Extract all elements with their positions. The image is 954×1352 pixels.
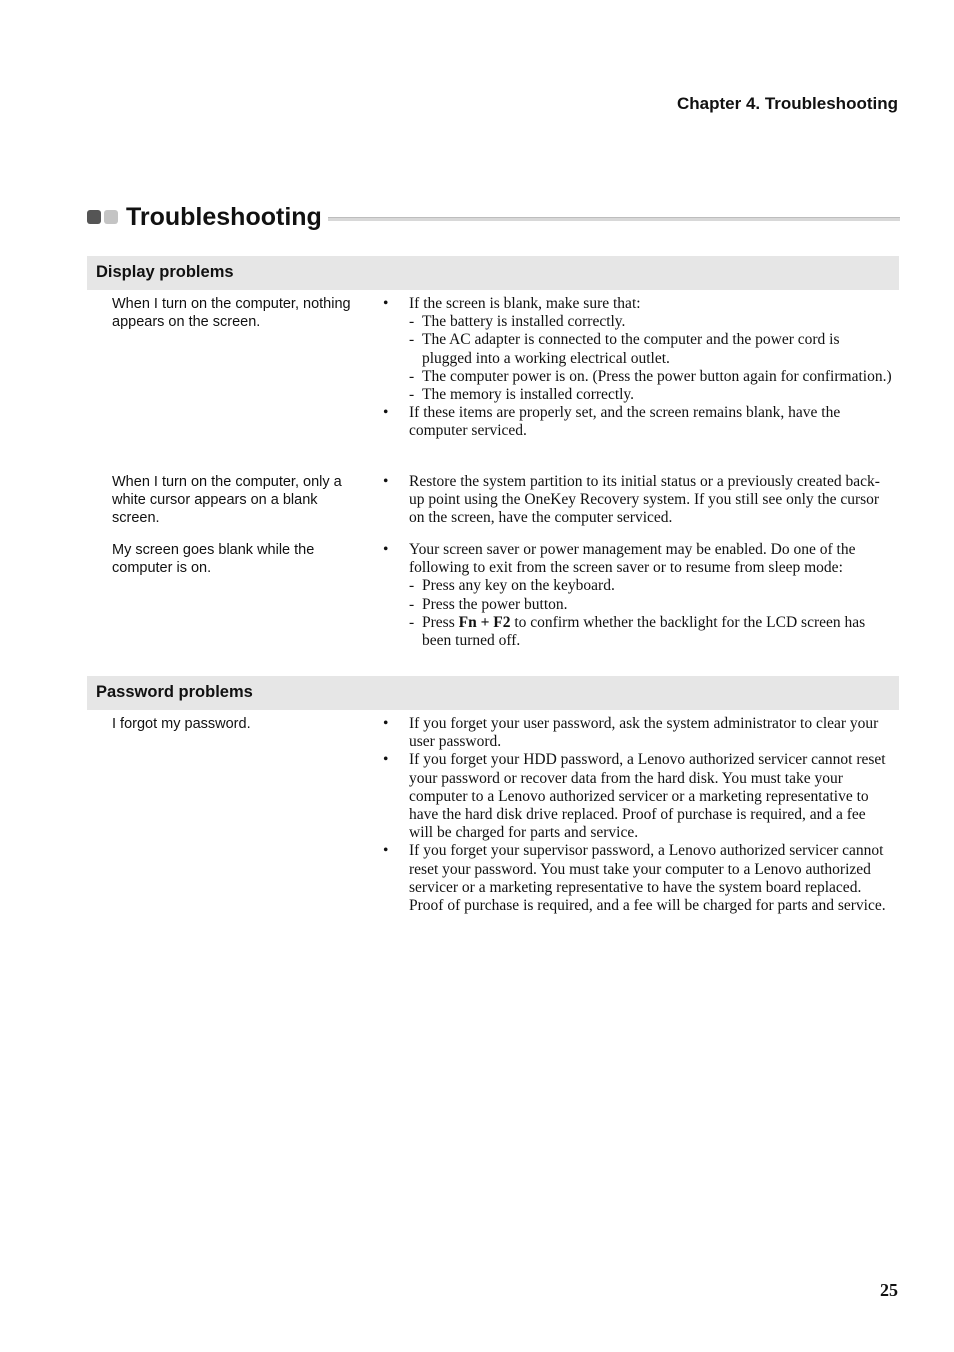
chapter-header: Chapter 4. Troubleshooting xyxy=(676,94,898,113)
solution-bullet xyxy=(383,751,893,842)
bullet-text: Restore the system partition to its initial status or a previously created back-up point using the OneKey Recovery system. If you still see only the cursor on the screen, have the computer serviced. xyxy=(409,473,880,527)
solution-bullet xyxy=(383,473,893,528)
sub-item-fn-f2: - Press Fn + F2 to confirm whether the backlight for the LCD screen has been turned off. xyxy=(409,613,866,650)
solution-bullet xyxy=(383,295,893,404)
bullet-icon: • xyxy=(383,842,389,860)
solution xyxy=(383,715,893,915)
bullet-text: Your screen saver or power management may be enabled. Do one of the following to exit from the screen saver or to resume from sleep mode: xyxy=(409,541,856,577)
problem-text: When I turn on the computer, nothing appears on the screen. xyxy=(112,296,351,331)
bullet-text: If you forget your supervisor password, a Lenovo authorized servicer cannot reset your password. You must take your computer to a Lenovo authorized servicer or a marketing representative to have the system board replaced. Proof of purchase is required, and a fee will be charged for parts and service. xyxy=(409,842,886,915)
solution xyxy=(383,541,893,650)
sub-item: - The AC adapter is connected to the computer and the power cord is plugged into a working electrical outlet. xyxy=(409,331,840,367)
bullet-text: If you forget your HDD password, a Lenovo authorized servicer cannot reset your password or recover data from the hard disk. You must take your computer to a Lenovo authorized servicer or a marketing representative to have the hard disk drive replaced. Proof of purchase is required, and a fee will be charged for parts and service. xyxy=(409,751,886,842)
solution xyxy=(383,473,893,528)
solution-bullet xyxy=(383,842,893,915)
bullet-icon: • xyxy=(383,541,389,558)
problem-text: When I turn on the computer, only a white cursor appears on a blank screen. xyxy=(112,474,342,527)
title-divider xyxy=(328,217,900,221)
page-title: Troubleshooting xyxy=(126,202,322,231)
bullet-text: If these items are properly set, and the screen remains blank, have the computer serviced. xyxy=(409,404,841,440)
key-combo: Fn + F2 xyxy=(458,613,511,631)
page-number: 25 xyxy=(880,1280,898,1300)
bullet-icon: • xyxy=(383,751,389,769)
title-squares-icon xyxy=(87,210,118,224)
sub-item: - The computer power is on. (Press the power button again for confirmation.) xyxy=(409,367,892,385)
sub-item: - Press any key on the keyboard. xyxy=(409,577,615,595)
bullet-icon: • xyxy=(383,295,389,312)
bullet-icon: • xyxy=(383,715,389,732)
sub-item: - Press the power button. xyxy=(409,595,568,613)
solution-bullet xyxy=(383,404,893,440)
section-heading-password: Password problems xyxy=(87,676,899,710)
bullet-text: If the screen is blank, make sure that: xyxy=(409,295,641,312)
solution-bullet xyxy=(383,541,893,650)
bullet-icon: • xyxy=(383,404,389,422)
problem-text: I forgot my password. xyxy=(112,716,251,732)
sub-item: - The battery is installed correctly. xyxy=(409,313,626,331)
solution-bullet xyxy=(383,715,893,751)
section-title-row xyxy=(87,200,900,234)
bullet-icon: • xyxy=(383,473,389,490)
bullet-text: If you forget your user password, ask the system administrator to clear your user password. xyxy=(409,715,879,751)
problem-text: My screen goes blank while the computer is on. xyxy=(112,542,315,577)
section-heading-display: Display problems xyxy=(87,256,899,290)
sub-item: - The memory is installed correctly. xyxy=(409,386,635,404)
solution xyxy=(383,295,893,441)
